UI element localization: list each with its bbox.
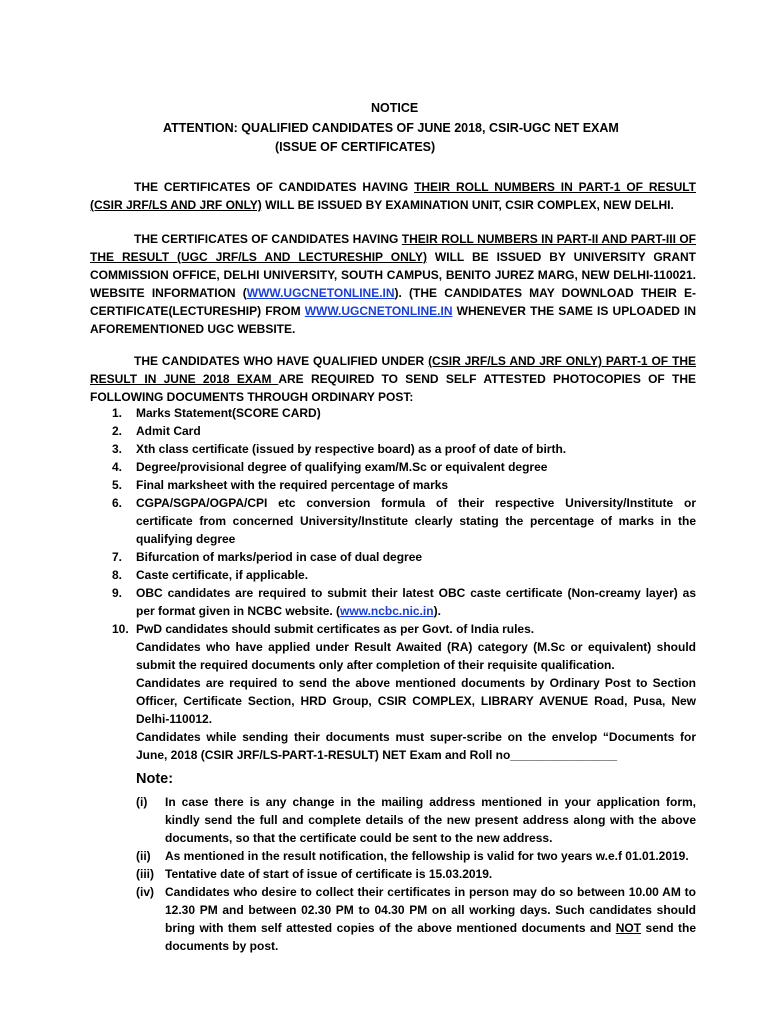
list-item: 2. Admit Card [112,424,201,438]
send-documents-text: Candidates are required to send the above mentioned documents by Ordinary Post to Section Officer, Certificate Section, HRD Group, CSIR COMPLEX, LIBRARY AVENUE Road, Pusa, New Delhi-110012. [136,676,696,726]
note-item: (iv) Candidates who desire to collect their certificates in person may do so between 10.00 AM to 12.30 PM and between 02.30 PM to 04.30 PM on all working days. Such candidates should bring with them self attested copies of the above mentioned documents and NOT send the documents by post. [136,885,696,953]
part1-underline: THEIR ROLL NUMBERS IN PART-1 OF RESULT (CSIR JRF/LS AND JRF ONLY) [90,180,696,212]
ra-candidates-text: Candidates who have applied under Result Awaited (RA) category (M.Sc or equivalent) should submit the required documents only after completion of their requisite qualification. [136,640,696,672]
list-item: 4. Degree/provisional degree of qualifying exam/M.Sc or equivalent degree [112,460,548,474]
list-item: 3. Xth class certificate (issued by respective board) as a proof of date of birth. [112,442,567,456]
ncbc-link[interactable]: www.ncbc.nic.in [340,604,434,618]
part2-underline: THEIR ROLL NUMBERS IN PART-II AND PART-III OF THE RESULT (UGC JRF/LS AND LECTURESHIP ONLY) [90,232,696,264]
list-item: 8. Caste certificate, if applicable. [112,568,309,582]
paragraph-documents-intro: THE CANDIDATES WHO HAVE QUALIFIED UNDER (CSIR JRF/LS AND JRF ONLY) PART-1 OF THE RESULT IN JUNE 2018 EXAM ARE REQUIRED TO SEND SELF ATTESTED PHOTOCOPIES OF THE FOLLOWING DOCUMENTS THROUGH ORDINARY POST: [90,354,696,404]
note-item: (iii) Tentative date of start of issue of certificate is 15.03.2019. [136,867,493,881]
attention-heading: ATTENTION: QUALIFIED CANDIDATES OF JUNE 2018, CSIR-UGC NET EXAM [163,121,619,135]
list-item: 1. Marks Statement(SCORE CARD) [112,406,321,420]
note-item: (ii) As mentioned in the result notification, the fellowship is valid for two years w.e.f 01.01.2019. [136,849,689,863]
paragraph-part2-3: THE CERTIFICATES OF CANDIDATES HAVING THEIR ROLL NUMBERS IN PART-II AND PART-III OF THE RESULT (UGC JRF/LS AND LECTURESHIP ONLY) WILL BE ISSUED BY UNIVERSITY GRANT COMMISSION OFFICE, DELHI UNIVERSITY, SOUTH CAMPUS, BENITO JUREZ MARG, NEW DELHI-110021. WEBSITE INFORMATION (WWW.UGCNETONLINE.IN). (THE CANDIDATES MAY DOWNLOAD THEIR E-CERTIFICATE(LECTURESHIP) FROM WWW.UGCNETONLINE.IN WHENEVER THE SAME IS UPLOADED IN AFOREMENTIONED UGC WEBSITE. [90,232,697,336]
issue-heading: (ISSUE OF CERTIFICATES) [275,140,436,154]
documents-list [90,404,696,764]
note-list [136,793,696,955]
superscribe-text: Candidates while sending their documents must super-scribe on the envelop “Documents for June, 2018 (CSIR JRF/LS-PART-1-RESULT) NET Exam and Roll no________________ [136,730,696,762]
list-item: 7. Bifurcation of marks/period in case of dual degree [112,550,423,564]
list-item: 10. PwD candidates should submit certificates as per Govt. of India rules. [112,622,535,636]
list-item: 9. OBC candidates are required to submit their latest OBC caste certificate (Non-creamy layer) as per format given in NCBC website. (www.ncbc.nic.in). [112,586,696,618]
note-item: (i) In case there is any change in the mailing address mentioned in your application form, kindly send the full and complete details of the new present address along with the above documents, so that the certificate could be sent to the new address. [136,795,696,845]
ugc-link-2[interactable]: WWW.UGCNETONLINE.IN [304,304,453,318]
part1-result-underline: (CSIR JRF/LS AND JRF ONLY) PART-1 OF THE RESULT IN JUNE 2018 EXAM [90,354,696,386]
notice-title: NOTICE [371,101,419,115]
ugc-link-1[interactable]: WWW.UGCNETONLINE.IN [246,286,395,300]
list-item: 6. CGPA/SGPA/OGPA/CPI etc conversion formula of their respective University/Institute or certificate from concerned University/Institute clearly stating the percentage of marks in the qualifying degree [112,496,696,546]
note-heading: Note: [136,771,174,787]
paragraph-part1: THE CERTIFICATES OF CANDIDATES HAVING THEIR ROLL NUMBERS IN PART-1 OF RESULT (CSIR JRF/LS AND JRF ONLY) WILL BE ISSUED BY EXAMINATION UNIT, CSIR COMPLEX, NEW DELHI. [90,180,696,212]
list-item: 5. Final marksheet with the required percentage of marks [112,478,449,492]
not-underline: NOT [615,921,642,935]
